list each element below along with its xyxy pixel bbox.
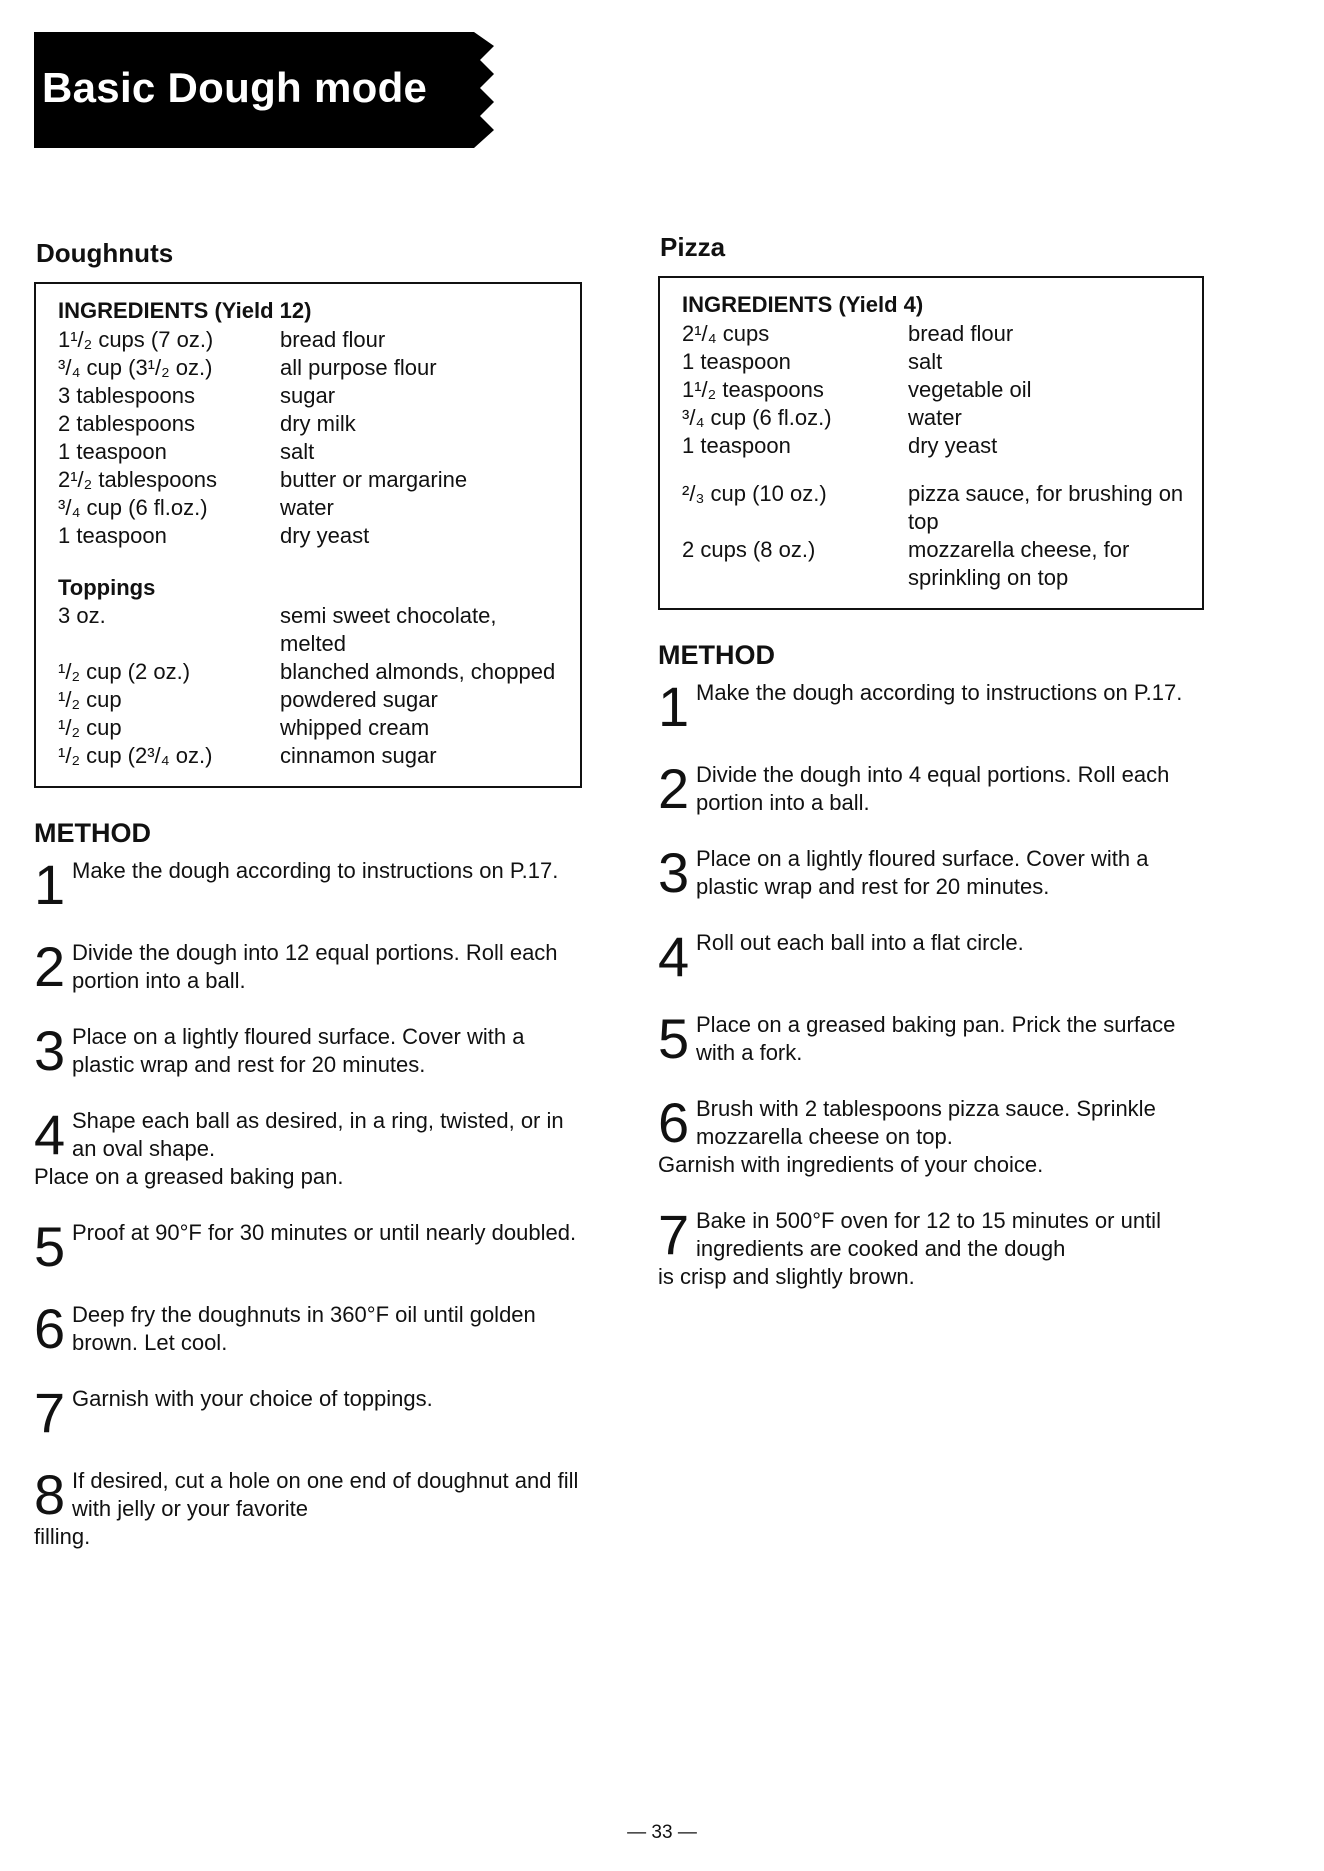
ingredient-quantity: 3 oz. — [58, 603, 106, 628]
doughnuts-method-heading: METHOD — [34, 818, 151, 848]
ingredient-name: water — [280, 495, 334, 520]
ingredient-row — [58, 354, 564, 382]
step-text: Place on a lightly floured surface. Cover with a plastic wrap and rest for 20 minutes. — [696, 846, 1149, 899]
ingredient-name: salt — [280, 439, 315, 464]
step-text: Divide the dough into 12 equal portions. Roll each portion into a ball. — [72, 940, 558, 993]
ingredient-name: mozzarella cheese, for sprinkling on top — [908, 537, 1130, 590]
ingredients-heading: INGREDIENTS (Yield 12) — [58, 298, 312, 323]
ingredients-list — [682, 320, 1186, 460]
doughnuts-ingredients-box — [34, 282, 582, 788]
step-text: Roll out each ball into a flat circle. — [696, 930, 1024, 955]
ingredient-name: water — [908, 405, 962, 430]
step-text: Place on a lightly floured surface. Cover with a plastic wrap and rest for 20 minutes. — [72, 1024, 525, 1077]
method-step — [34, 1215, 582, 1278]
toppings-list — [58, 602, 564, 770]
page-title: Basic Dough mode — [42, 64, 428, 111]
step-text: Brush with 2 tablespoons pizza sauce. Sprinkle mozzarella cheese on top. — [696, 1096, 1156, 1149]
method-step — [658, 675, 1204, 738]
ingredient-row — [58, 714, 564, 742]
step-number: 1 — [658, 675, 690, 738]
ingredient-row — [58, 466, 564, 494]
method-step — [658, 925, 1204, 988]
ingredient-quantity: 1 teaspoon — [682, 433, 791, 458]
pizza-method-heading: METHOD — [658, 640, 775, 670]
ingredient-quantity: ²/₃ cup (10 oz.) — [682, 481, 827, 506]
method-step — [658, 1091, 1204, 1179]
method-step — [34, 935, 582, 998]
step-number: 6 — [34, 1297, 66, 1360]
step-number: 2 — [658, 757, 690, 820]
pizza-recipe — [658, 232, 1204, 1319]
ingredient-quantity: 1 teaspoon — [682, 349, 791, 374]
step-text-continued: Place on a greased baking pan. — [34, 1164, 344, 1189]
ingredients-list — [58, 326, 564, 550]
ingredient-quantity: 2¹/₂ tablespoons — [58, 467, 217, 492]
ingredient-quantity: 2 tablespoons — [58, 411, 195, 436]
ingredient-quantity: ¹/₂ cup — [58, 715, 122, 740]
ingredient-quantity: 2 cups (8 oz.) — [682, 537, 816, 562]
ingredient-name: blanched almonds, chopped — [280, 659, 556, 684]
ingredient-name: cinnamon sugar — [280, 743, 437, 768]
ingredient-quantity: 3 tablespoons — [58, 383, 195, 408]
ingredient-row — [58, 326, 564, 354]
step-text-continued: filling. — [34, 1524, 91, 1549]
method-step — [34, 853, 582, 916]
ingredient-row — [682, 348, 1186, 376]
doughnuts-recipe — [34, 238, 582, 1579]
pizza-method-steps — [658, 675, 1204, 1291]
method-step — [34, 1463, 582, 1551]
method-step — [658, 841, 1204, 904]
ingredient-name: salt — [908, 349, 943, 374]
doughnuts-title: Doughnuts — [36, 238, 174, 268]
ingredient-name: vegetable oil — [908, 377, 1032, 402]
ingredient-row — [682, 320, 1186, 348]
step-text: Deep fry the doughnuts in 360°F oil until golden brown. Let cool. — [72, 1302, 536, 1355]
method-step — [658, 1203, 1204, 1291]
step-number: 3 — [658, 841, 690, 904]
ingredient-quantity: 1¹/₂ cups (7 oz.) — [58, 327, 214, 352]
ingredient-name: pizza sauce, for brushing on top — [908, 481, 1184, 534]
ingredient-quantity: ¹/₂ cup (2³/₄ oz.) — [58, 743, 213, 768]
step-number: 3 — [34, 1019, 66, 1082]
ingredient-name: dry yeast — [908, 433, 998, 458]
ingredient-row — [682, 480, 1186, 536]
step-text-continued: Garnish with ingredients of your choice. — [658, 1152, 1044, 1177]
step-text: Proof at 90°F for 30 minutes or until nearly doubled. — [72, 1220, 577, 1245]
doughnuts-method-steps — [34, 853, 582, 1551]
method-step — [34, 1297, 582, 1360]
toppings-heading: Toppings — [58, 575, 156, 600]
ingredient-row — [58, 382, 564, 410]
method-step — [34, 1103, 582, 1191]
ingredient-name: whipped cream — [280, 715, 430, 740]
step-number: 1 — [34, 853, 66, 916]
ingredients-heading: INGREDIENTS (Yield 4) — [682, 292, 924, 317]
ingredient-row — [682, 536, 1186, 592]
ingredient-quantity: 1¹/₂ teaspoons — [682, 377, 824, 402]
section-banner — [34, 32, 494, 148]
ingredient-quantity: ³/₄ cup (6 fl.oz.) — [58, 495, 208, 520]
ingredient-row — [58, 438, 564, 466]
ingredient-row — [682, 404, 1186, 432]
ingredient-quantity: 1 teaspoon — [58, 523, 167, 548]
step-text: Bake in 500°F oven for 12 to 15 minutes or until ingredients are cooked and the dough — [696, 1208, 1161, 1261]
ingredient-row — [58, 410, 564, 438]
step-number: 7 — [658, 1203, 690, 1266]
ingredient-quantity: 2¹/₄ cups — [682, 321, 770, 346]
step-number: 6 — [658, 1091, 690, 1154]
step-number: 8 — [34, 1463, 66, 1526]
ingredient-row — [58, 494, 564, 522]
step-number: 5 — [34, 1215, 66, 1278]
ingredient-quantity: 1 teaspoon — [58, 439, 167, 464]
method-step — [34, 1019, 582, 1082]
pizza-ingredients-box — [658, 276, 1204, 610]
ingredient-row — [682, 376, 1186, 404]
ingredient-quantity: ³/₄ cup (3¹/₂ oz.) — [58, 355, 213, 380]
step-text: Shape each ball as desired, in a ring, twisted, or in an oval shape. — [72, 1108, 564, 1161]
step-number: 4 — [658, 925, 690, 988]
step-text: Make the dough according to instructions on P.17. — [72, 858, 559, 883]
topping-ingredients-list — [682, 480, 1186, 592]
ingredient-name: semi sweet chocolate, melted — [280, 603, 497, 656]
ingredient-row — [682, 432, 1186, 460]
method-step — [658, 1007, 1204, 1070]
pizza-title: Pizza — [660, 232, 726, 262]
ingredient-name: butter or margarine — [280, 467, 468, 492]
step-number: 4 — [34, 1103, 66, 1166]
ingredient-quantity: ³/₄ cup (6 fl.oz.) — [682, 405, 832, 430]
step-text: Make the dough according to instructions on P.17. — [696, 680, 1183, 705]
step-text: Garnish with your choice of toppings. — [72, 1386, 433, 1411]
method-step — [34, 1381, 582, 1444]
step-number: 5 — [658, 1007, 690, 1070]
ingredient-name: sugar — [280, 383, 336, 408]
step-text-continued: is crisp and slightly brown. — [658, 1264, 915, 1289]
ingredient-quantity: ¹/₂ cup (2 oz.) — [58, 659, 191, 684]
step-number: 2 — [34, 935, 66, 998]
ingredient-name: all purpose flour — [280, 355, 437, 380]
ingredient-name: dry milk — [280, 411, 356, 436]
ingredient-row — [58, 602, 564, 658]
ingredient-name: dry yeast — [280, 523, 370, 548]
step-number: 7 — [34, 1381, 66, 1444]
ingredient-row — [58, 742, 564, 770]
method-step — [658, 757, 1204, 820]
ingredient-row — [58, 522, 564, 550]
ingredient-quantity: ¹/₂ cup — [58, 687, 122, 712]
ingredient-name: bread flour — [280, 327, 386, 352]
ingredient-row — [58, 658, 564, 686]
ingredient-name: powdered sugar — [280, 687, 438, 712]
step-text: Divide the dough into 4 equal portions. Roll each portion into a ball. — [696, 762, 1170, 815]
ingredient-row — [58, 686, 564, 714]
step-text: If desired, cut a hole on one end of doughnut and fill with jelly or your favorite — [72, 1468, 579, 1521]
step-text: Place on a greased baking pan. Prick the surface with a fork. — [696, 1012, 1176, 1065]
page-number: — 33 — — [627, 1822, 697, 1843]
ingredient-name: bread flour — [908, 321, 1014, 346]
